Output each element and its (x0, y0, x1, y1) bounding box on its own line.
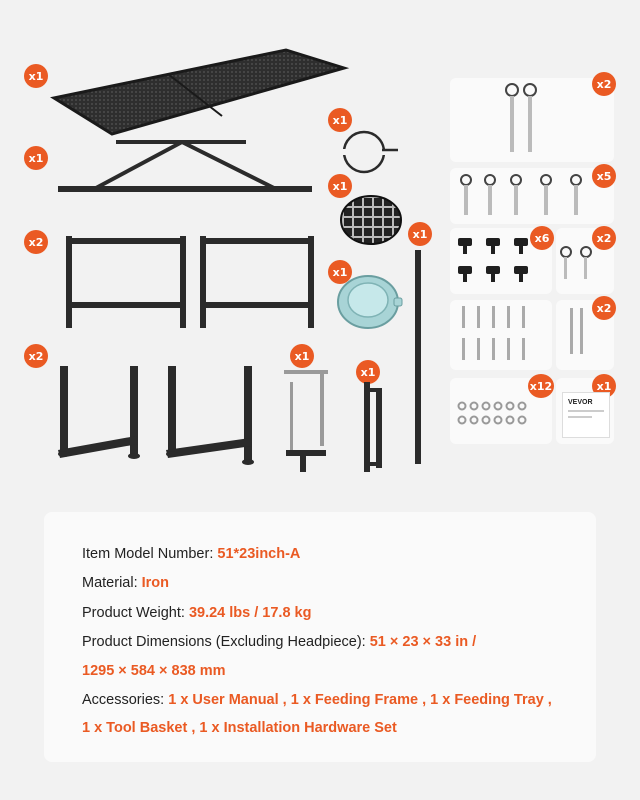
screws-icon (450, 300, 552, 370)
spec-weight-value: 39.24 lbs / 17.8 kg (188, 605, 312, 621)
qty-badge-platform: x1 (24, 64, 48, 88)
qty-badge-manual: x1 (592, 374, 616, 398)
spec-model-value: 51*23inch-A (217, 546, 301, 562)
tray-icon (336, 272, 404, 332)
qty-badge-tool-rack: x1 (356, 360, 380, 384)
clip-pins-icon (556, 228, 614, 294)
qty-badge-hook: x1 (328, 108, 352, 132)
card-screws (450, 300, 552, 370)
spec-accessories-value-1: 1 x User Manual , 1 x Feeding Frame , 1 x Feeding Tray , (168, 692, 552, 708)
qty-badge-feeding-frame: x1 (290, 344, 314, 368)
a-frame-icon (56, 134, 316, 204)
hook-icon (338, 128, 402, 178)
ring-pins-icon (450, 78, 614, 162)
qty-badge-a-frame: x1 (24, 146, 48, 170)
qty-badge-clip-pins: x2 (592, 226, 616, 250)
qty-badge-pins: x5 (592, 164, 616, 188)
nuts-icon (450, 378, 552, 444)
spec-material-value: Iron (141, 575, 170, 591)
spec-accessories-cont (82, 720, 397, 736)
spec-weight-label: Product Weight: (82, 605, 189, 621)
card-ring-pins (450, 78, 614, 162)
spec-dimensions-mm (82, 663, 226, 679)
spec-model (82, 546, 300, 562)
spec-dimensions-label: Product Dimensions (Excluding Headpiece): (82, 634, 370, 650)
card-knobs (450, 228, 552, 294)
qty-badge-ring-pins: x2 (592, 72, 616, 96)
card-nuts (450, 378, 552, 444)
spec-weight (82, 605, 311, 621)
bolts-icon (556, 300, 614, 370)
spec-model-label: Item Model Number: (82, 546, 218, 562)
spec-accessories (82, 692, 552, 708)
side-frame-left-icon (62, 236, 192, 332)
qty-badge-knobs: x6 (530, 226, 554, 250)
qty-badge-tray: x1 (328, 260, 352, 284)
legs-right-icon (162, 366, 272, 476)
spec-dimensions (82, 634, 476, 650)
card-clip-pins (556, 228, 614, 294)
manual-brand: VEVOR (568, 399, 593, 406)
tool-rack-icon (360, 382, 390, 478)
spec-accessories-value-2: 1 x Tool Basket , 1 x Installation Hardware Set (82, 720, 397, 736)
qty-badge-side-frames: x2 (24, 230, 48, 254)
spec-material (82, 575, 169, 591)
spec-dimensions-value-2: 1295 × 584 × 838 mm (82, 663, 226, 679)
spec-material-label: Material: (82, 575, 142, 591)
spec-dimensions-value-1: 51 × 23 × 33 in / (369, 634, 477, 650)
qty-badge-bolts: x2 (592, 296, 616, 320)
cushion-icon (338, 192, 404, 248)
manual-icon (562, 392, 610, 438)
qty-badge-legs: x2 (24, 344, 48, 368)
card-bolts (556, 300, 614, 370)
side-frame-right-icon (196, 236, 322, 332)
pole-icon (412, 250, 424, 468)
spec-accessories-label: Accessories: (82, 692, 169, 708)
qty-badge-pole: x1 (408, 222, 432, 246)
specs-panel (44, 512, 596, 762)
mesh-platform-icon (50, 46, 350, 136)
card-manual (556, 378, 614, 444)
qty-badge-cushion: x1 (328, 174, 352, 198)
legs-left-icon (56, 366, 156, 476)
qty-badge-nuts: x12 (528, 374, 554, 398)
knobs-icon (450, 228, 552, 294)
pins-icon (450, 168, 614, 224)
card-pins (450, 168, 614, 224)
feeding-frame-icon (282, 364, 332, 484)
